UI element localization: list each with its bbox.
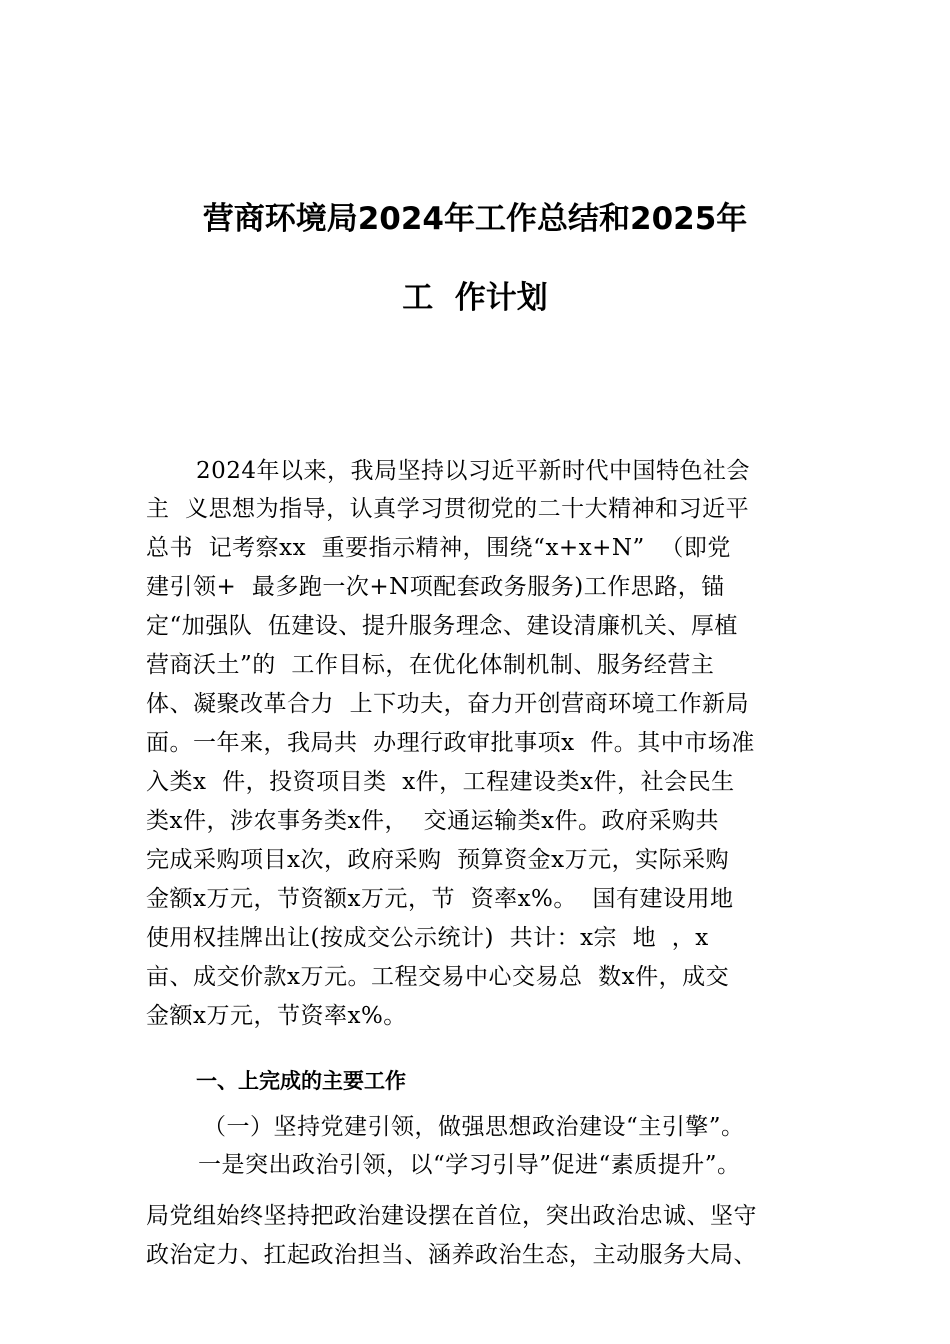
body-line-2: 政治定力、扛起政治担当、涵养政治生态，主动服务大局、 bbox=[146, 1242, 757, 1268]
section-heading: 一、上完成的主要工作 bbox=[196, 1069, 406, 1093]
intro-line-2: 主 义思想为指导，认真学习贯彻党的二十大精神和习近平 bbox=[146, 496, 750, 522]
intro-line-8: 面。一年来，我局共 办理行政审批事项x 件。其中市场准 bbox=[146, 730, 755, 756]
intro-line-12: 金额x万元，节资额x万元，节 资率x%。 国有建设用地 bbox=[146, 886, 734, 912]
subsection-heading: （一）坚持党建引领，做强思想政治建设“主引擎”。 bbox=[203, 1114, 745, 1140]
intro-line-3: 总书 记考察xx 重要指示精神，围绕“x+x+N” （即党 bbox=[146, 535, 731, 561]
intro-line-13: 使用权挂牌出让(按成交公示统计) 共计：x宗 地 ，x bbox=[146, 925, 709, 951]
intro-line-6: 营商沃土”的 工作目标，在优化体制机制、服务经营主 bbox=[146, 652, 715, 678]
body-line-1: 局党组始终坚持把政治建设摆在首位，突出政治忠诚、坚守 bbox=[146, 1203, 757, 1229]
intro-line-5: 定“加强队 伍建设、提升服务理念、建设清廉机关、厚植 bbox=[146, 613, 738, 639]
intro-line-14: 亩、成交价款x万元。工程交易中心交易总 数x件，成交 bbox=[146, 964, 730, 990]
intro-line-7: 体、凝聚改革合力 上下功夫，奋力开创营商环境工作新局 bbox=[146, 691, 750, 717]
intro-line-9: 入类x 件，投资项目类 x件，工程建设类x件，社会民生 bbox=[146, 769, 735, 795]
intro-line-4: 建引领+ 最多跑一次+N项配套政务服务)工作思路，锚 bbox=[146, 574, 725, 600]
document-title-line-2: 工 作计划 bbox=[402, 280, 548, 316]
document-title-line-1: 营商环境局2024年工作总结和2025年 bbox=[202, 201, 748, 237]
intro-line-15: 金额x万元，节资率x%。 bbox=[146, 1003, 407, 1029]
intro-line-1: 2024年以来，我局坚持以习近平新时代中国特色社会 bbox=[196, 458, 751, 484]
intro-line-10: 类x件，涉农事务类x件， 交通运输类x件。政府采购共 bbox=[146, 808, 720, 834]
intro-line-11: 完成采购项目x次，政府采购 预算资金x万元，实际采购 bbox=[146, 847, 730, 873]
point-intro: 一是突出政治引领，以“学习引导”促进“素质提升”。 bbox=[198, 1152, 741, 1178]
